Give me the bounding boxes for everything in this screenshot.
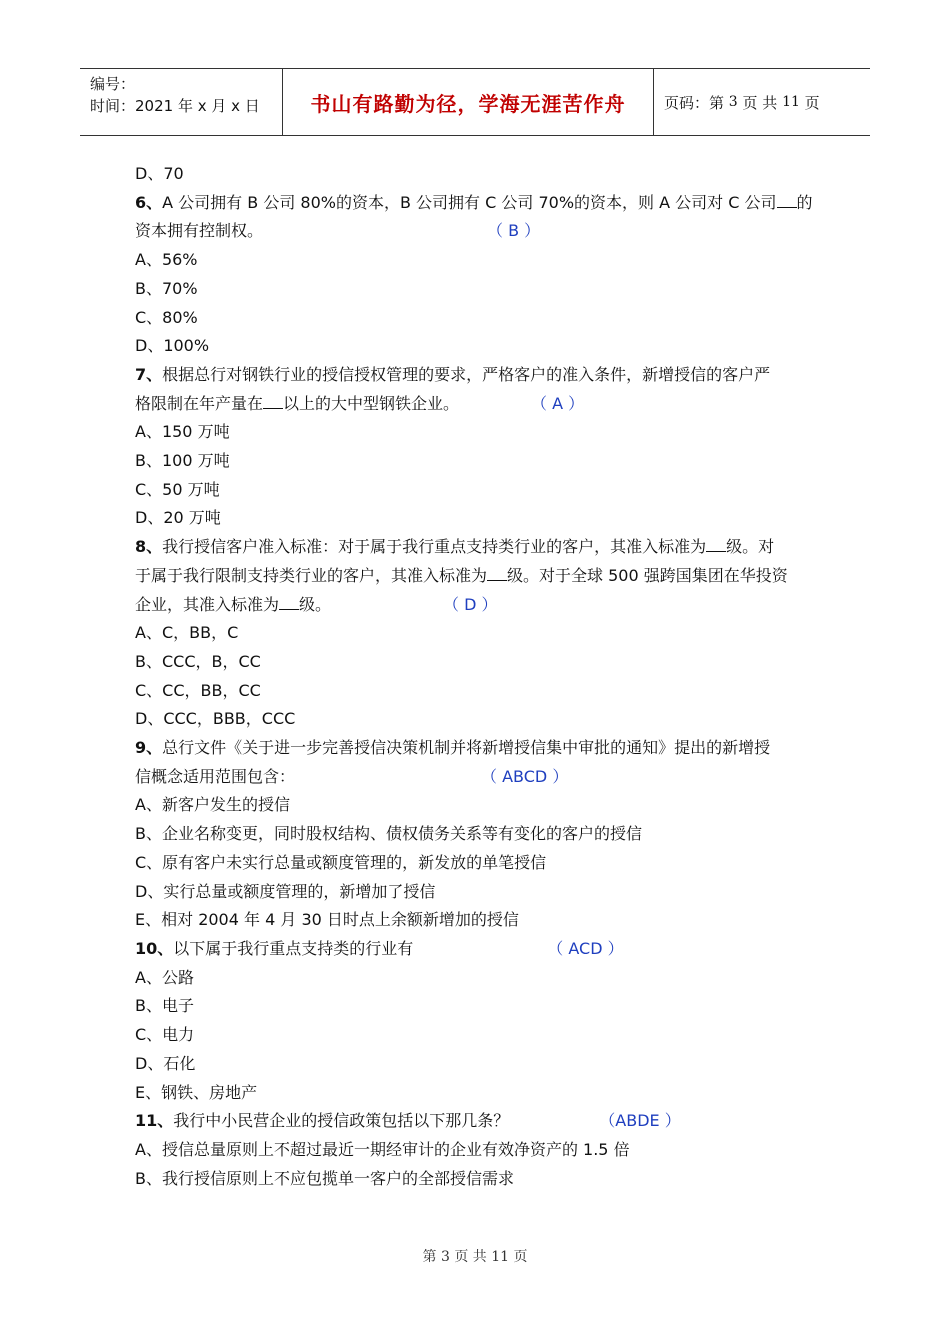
- option-line: A、公路: [135, 967, 194, 987]
- page-prefix: 页码：第: [664, 93, 725, 112]
- fill-blank: [279, 592, 299, 610]
- question-text: 级。对: [726, 537, 775, 557]
- fill-blank: [487, 563, 507, 581]
- option-line: A、新客户发生的授信: [135, 795, 290, 815]
- option-line: A、150 万吨: [135, 422, 230, 442]
- option-line: B、CCC，B，CC: [135, 651, 261, 671]
- option-line: B、电子: [135, 996, 194, 1016]
- option-line: D、实行总量或额度管理的，新增加了授信: [135, 881, 436, 901]
- fill-blank: [263, 391, 283, 409]
- header-page-info: [654, 69, 870, 135]
- option-line: E、钢铁、房地产: [135, 1082, 258, 1102]
- question-text: 我行中小民营企业的授信政策包括以下那几条？: [173, 1111, 510, 1131]
- question-text: 信概念适用范围包含：: [135, 766, 296, 786]
- footer-current: 3: [440, 1249, 450, 1265]
- answer-mark: （ B ）: [487, 221, 541, 241]
- question-6-line-2: [135, 217, 825, 246]
- header-meta: [80, 69, 282, 135]
- question-8-line-2: [135, 562, 825, 591]
- question-9-line-2: [135, 763, 825, 792]
- question-9-line-1: [135, 734, 825, 763]
- question-10-line-1: [135, 935, 825, 964]
- option-line: E、相对 2004 年 4 月 30 日时点上余额新增加的授信: [135, 910, 519, 930]
- question-text: 格限制在年产量在: [135, 393, 264, 413]
- answer-mark: （ D ）: [443, 594, 498, 614]
- question-11-line-1: [135, 1107, 825, 1136]
- question-7-line-1: [135, 361, 825, 390]
- question-number: 8、: [135, 537, 163, 557]
- question-text: 级。: [299, 594, 332, 614]
- option-line: C、CC，BB，CC: [135, 680, 261, 700]
- answer-mark: （ ACD ）: [547, 938, 624, 958]
- answer-mark: （ABDE ）: [599, 1111, 681, 1131]
- option-line: A、56%: [135, 250, 198, 270]
- option-line: D、70: [135, 164, 184, 183]
- question-text: A 公司拥有 B 公司 80%的资本，B 公司拥有 C 公司 70%的资本，则 A 公司对 C 公司: [162, 192, 777, 212]
- question-text: 级。对于全球 500 强跨国集团在华投资: [507, 565, 788, 585]
- question-text: 根据总行对钢铁行业的授信授权管理的要求，严格客户的准入条件，新增授信的客户严: [162, 364, 771, 384]
- question-number: 6、: [135, 192, 163, 212]
- page-footer: [0, 1246, 950, 1266]
- question-number: 11、: [135, 1111, 174, 1131]
- footer-total: 11: [491, 1249, 510, 1265]
- option-line: B、我行授信原则上不应包揽单一客户的全部授信需求: [135, 1168, 514, 1188]
- question-text: 我行授信客户准入标准：对于属于我行重点支持类行业的客户，其准入标准为: [162, 537, 707, 557]
- question-8-line-3: [135, 591, 825, 620]
- option-line: C、80%: [135, 307, 198, 327]
- answer-mark: （ A ）: [531, 393, 585, 413]
- question-text: 以上的大中型钢铁企业。: [283, 393, 460, 413]
- option-line: C、电力: [135, 1025, 195, 1045]
- question-list: [135, 160, 825, 1193]
- question-number: 7、: [135, 364, 163, 384]
- document-number-label: 编号：: [90, 75, 136, 93]
- question-text: 资本拥有控制权。: [135, 221, 264, 241]
- option-line: C、50 万吨: [135, 479, 220, 499]
- option-line: C、原有客户未实行总量或额度管理的，新发放的单笔授信: [135, 852, 547, 872]
- page-total: 11: [782, 94, 800, 110]
- question-text: 以下属于我行重点支持类的行业有: [173, 938, 414, 958]
- footer-mid: 页 共: [454, 1249, 487, 1265]
- question-text: 企业，其准入标准为: [135, 594, 280, 614]
- option-line: D、CCC，BBB，CCC: [135, 709, 296, 729]
- page-current: 3: [728, 94, 738, 110]
- fill-blank: [777, 190, 797, 208]
- fill-blank: [706, 534, 726, 552]
- question-number: 10、: [135, 938, 174, 958]
- option-line: B、70%: [135, 278, 198, 298]
- question-number: 9、: [135, 738, 163, 758]
- option-line: D、100%: [135, 336, 210, 356]
- page-suffix: 页: [804, 93, 820, 112]
- option-line: B、企业名称变更，同时股权结构、债权债务关系等有变化的客户的授信: [135, 824, 642, 844]
- option-line: B、100 万吨: [135, 451, 230, 471]
- option-line: D、石化: [135, 1053, 196, 1073]
- question-7-line-2: [135, 390, 825, 419]
- option-line: A、授信总量原则上不超过最近一期经审计的企业有效净资产的 1.5 倍: [135, 1139, 630, 1159]
- footer-suffix: 页: [513, 1249, 528, 1265]
- option-line: A、C，BB，C: [135, 623, 239, 643]
- question-8-line-1: [135, 533, 825, 562]
- question-text: 的: [796, 192, 813, 212]
- footer-prefix: 第: [422, 1249, 437, 1265]
- page-mid: 页 共: [742, 93, 778, 112]
- option-line: D、20 万吨: [135, 508, 221, 528]
- question-text: 于属于我行限制支持类行业的客户，其准入标准为: [135, 565, 488, 585]
- document-time: 时间：2021 年 x 月 x 日: [90, 97, 260, 115]
- page-header: [80, 68, 870, 136]
- question-text: 总行文件《关于进一步完善授信决策机制并将新增授信集中审批的通知》提出的新增授: [162, 738, 771, 758]
- answer-mark: （ ABCD ）: [481, 766, 569, 786]
- header-motto: 书山有路勤为径，学海无涯苦作舟: [282, 69, 654, 135]
- question-6-line-1: [135, 189, 825, 218]
